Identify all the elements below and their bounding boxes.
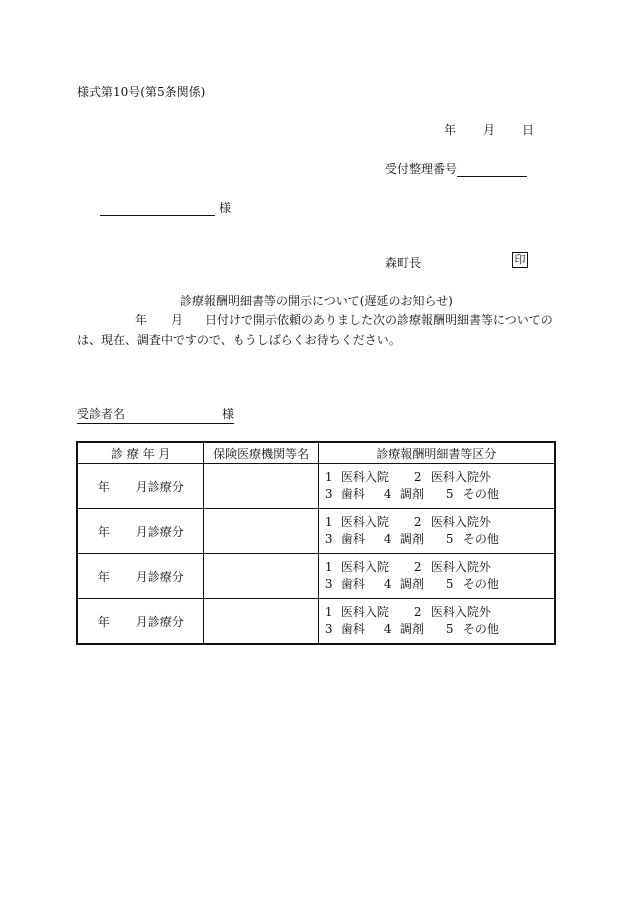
row-year: 年 <box>97 524 110 539</box>
category-number: 4 <box>383 487 392 501</box>
row-year: 年 <box>97 614 110 629</box>
category-number: 1 <box>324 560 333 574</box>
body-line-1 <box>77 311 553 328</box>
category-label: 歯科 <box>340 622 365 636</box>
treatment-month-cell <box>77 464 204 509</box>
medical-statement-table <box>76 441 556 645</box>
category-label: その他 <box>462 532 499 546</box>
category-label: 歯科 <box>340 487 365 501</box>
date-line <box>444 121 534 138</box>
header-treatment-month: 診 療 年 月 <box>77 442 204 464</box>
category-number: 5 <box>445 622 454 636</box>
receipt-number <box>385 160 527 177</box>
category-cell <box>318 509 555 554</box>
table-row <box>77 599 555 645</box>
patient-label: 受診者名 <box>77 407 126 421</box>
institution-cell <box>204 599 318 645</box>
body-year: 年 <box>135 313 148 327</box>
date-year: 年 <box>444 123 457 137</box>
addressee-suffix: 様 <box>219 201 232 215</box>
category-label: 歯科 <box>340 532 365 546</box>
institution-cell <box>204 464 318 509</box>
category-label: 医科入院外 <box>430 470 491 484</box>
row-month-label: 月診療分 <box>135 569 184 584</box>
header-category: 診療報酬明細書等区分 <box>318 442 555 464</box>
institution-cell <box>204 509 318 554</box>
category-label: 調剤 <box>399 622 424 636</box>
category-number: 5 <box>445 532 454 546</box>
addressee-blank <box>100 203 215 216</box>
row-month-label: 月診療分 <box>135 524 184 539</box>
row-month-label: 月診療分 <box>135 614 184 629</box>
patient-name <box>77 405 234 424</box>
category-label: 医科入院外 <box>430 605 491 619</box>
category-number: 3 <box>324 622 333 636</box>
category-number: 3 <box>324 487 333 501</box>
category-number: 4 <box>383 622 392 636</box>
category-number: 4 <box>383 532 392 546</box>
category-label: 医科入院 <box>340 605 389 619</box>
category-number: 2 <box>413 515 422 529</box>
treatment-month-cell <box>77 599 204 645</box>
category-label: 医科入院 <box>340 560 389 574</box>
subject-title: 診療報酬明細書等の開示について(遅延のお知らせ) <box>180 294 453 308</box>
category-number: 1 <box>324 470 333 484</box>
category-number: 3 <box>324 532 333 546</box>
category-cell <box>318 599 555 645</box>
category-label: 医科入院外 <box>430 560 491 574</box>
receipt-number-blank <box>457 164 527 177</box>
category-label: その他 <box>462 487 499 501</box>
category-number: 4 <box>383 577 392 591</box>
form-number: 様式第10号(第5条関係) <box>77 85 206 99</box>
row-year: 年 <box>97 479 110 494</box>
category-label: その他 <box>462 622 499 636</box>
body-text: 日付けで開示依頼のありました次の診療報酬明細書等についての <box>205 313 553 327</box>
category-cell <box>318 554 555 599</box>
category-cell <box>318 464 555 509</box>
category-number: 1 <box>324 515 333 529</box>
table-row <box>77 554 555 599</box>
date-day: 日 <box>521 123 534 137</box>
category-number: 2 <box>413 605 422 619</box>
treatment-month-cell <box>77 554 204 599</box>
institution-cell <box>204 554 318 599</box>
category-label: 医科入院外 <box>430 515 491 529</box>
issuer: 森町長 <box>385 256 422 270</box>
treatment-month-cell <box>77 509 204 554</box>
addressee <box>100 199 231 216</box>
category-label: 医科入院 <box>340 515 389 529</box>
receipt-label: 受付整理番号 <box>385 162 458 176</box>
table-header-row <box>77 442 555 464</box>
category-number: 1 <box>324 605 333 619</box>
category-label: 調剤 <box>399 577 424 591</box>
category-number: 3 <box>324 577 333 591</box>
seal-mark: 印 <box>512 252 528 268</box>
category-number: 2 <box>413 470 422 484</box>
body-month: 月 <box>171 313 184 327</box>
category-label: 調剤 <box>399 532 424 546</box>
table-row <box>77 464 555 509</box>
category-number: 5 <box>445 487 454 501</box>
header-institution: 保険医療機関等名 <box>204 442 318 464</box>
category-number: 5 <box>445 577 454 591</box>
table-row <box>77 509 555 554</box>
body-line-2: は、現在、調査中ですので、もうしばらくお待ちください。 <box>77 333 401 347</box>
row-month-label: 月診療分 <box>135 479 184 494</box>
category-label: 医科入院 <box>340 470 389 484</box>
category-label: 歯科 <box>340 577 365 591</box>
category-label: 調剤 <box>399 487 424 501</box>
row-year: 年 <box>97 569 110 584</box>
category-label: その他 <box>462 577 499 591</box>
category-number: 2 <box>413 560 422 574</box>
patient-suffix: 様 <box>222 407 235 421</box>
date-month: 月 <box>482 123 495 137</box>
